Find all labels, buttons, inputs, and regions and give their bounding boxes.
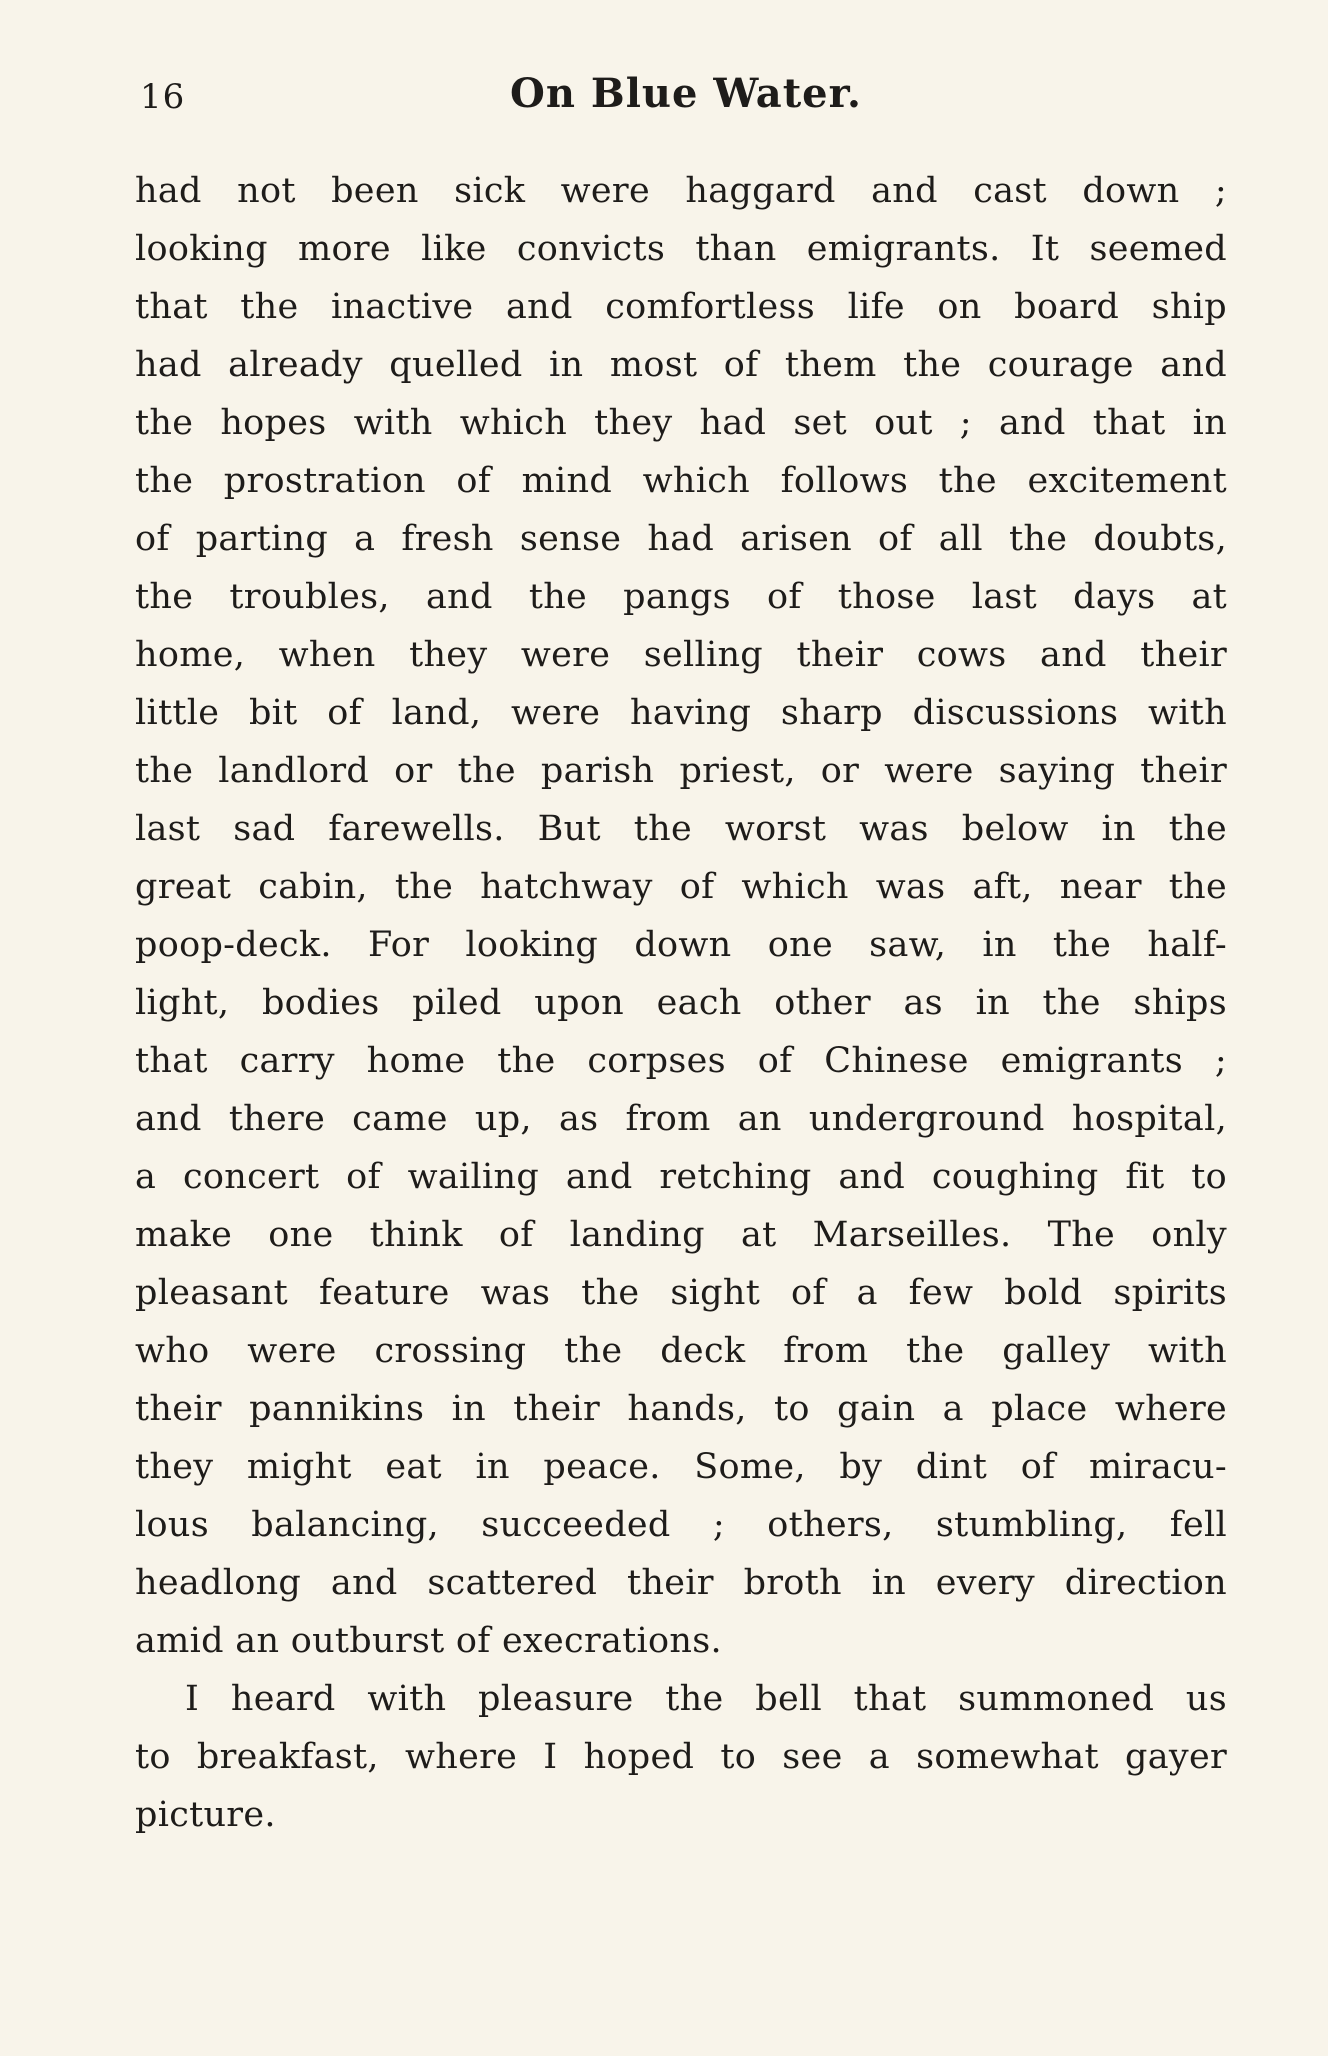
text-line: little bit of land, were having sharp discussions with [135,693,1227,733]
text-line: I heard with pleasure the bell that summoned us [185,1679,1227,1719]
paragraph [135,162,1227,1670]
text-line: picture. [135,1795,276,1835]
text-line: a concert of wailing and retching and coughing fit to [135,1157,1227,1197]
text-line: the hopes with which they had set out ; and that in [135,403,1227,443]
body-text [135,162,1227,1844]
text-line: lous balancing, succeeded ; others, stumbling, fell [135,1505,1227,1545]
text-line: and there came up, as from an underground hospital, [135,1099,1227,1139]
text-line: last sad farewells. But the worst was below in the [135,809,1227,849]
text-line: home, when they were selling their cows and their [135,635,1227,675]
text-line: that carry home the corpses of Chinese emigrants ; [135,1041,1227,1081]
page-number: 16 [140,77,186,117]
running-head [140,64,1232,128]
text-line: the troubles, and the pangs of those last days at [135,577,1227,617]
text-line: the prostration of mind which follows the excitement [135,461,1227,501]
running-title: On Blue Water. [510,70,862,117]
text-line: of parting a fresh sense had arisen of all the doubts, [135,519,1227,559]
text-line: had already quelled in most of them the courage and [135,345,1227,385]
text-line: looking more like convicts than emigrants. It seemed [135,229,1227,269]
text-line: great cabin, the hatchway of which was aft, near the [135,867,1227,907]
text-line: headlong and scattered their broth in every direction [135,1563,1227,1603]
text-line: to breakfast, where I hoped to see a somewhat gayer [135,1737,1227,1777]
text-line: had not been sick were haggard and cast down ; [135,171,1227,211]
text-line: amid an outburst of execrations. [135,1621,722,1661]
text-line: they might eat in peace. Some, by dint of miracu- [135,1447,1227,1487]
text-line: that the inactive and comfortless life on board ship [135,287,1227,327]
text-line: pleasant feature was the sight of a few bold spirits [135,1273,1227,1313]
text-line: poop-deck. For looking down one saw, in the half- [135,925,1227,965]
paragraph [135,1670,1227,1844]
text-line: make one think of landing at Marseilles. The only [135,1215,1227,1255]
text-line: who were crossing the deck from the galley with [135,1331,1227,1371]
text-line: light, bodies piled upon each other as in the ships [135,983,1227,1023]
text-line: their pannikins in their hands, to gain a place where [135,1389,1227,1429]
text-line: the landlord or the parish priest, or were saying their [135,751,1227,791]
